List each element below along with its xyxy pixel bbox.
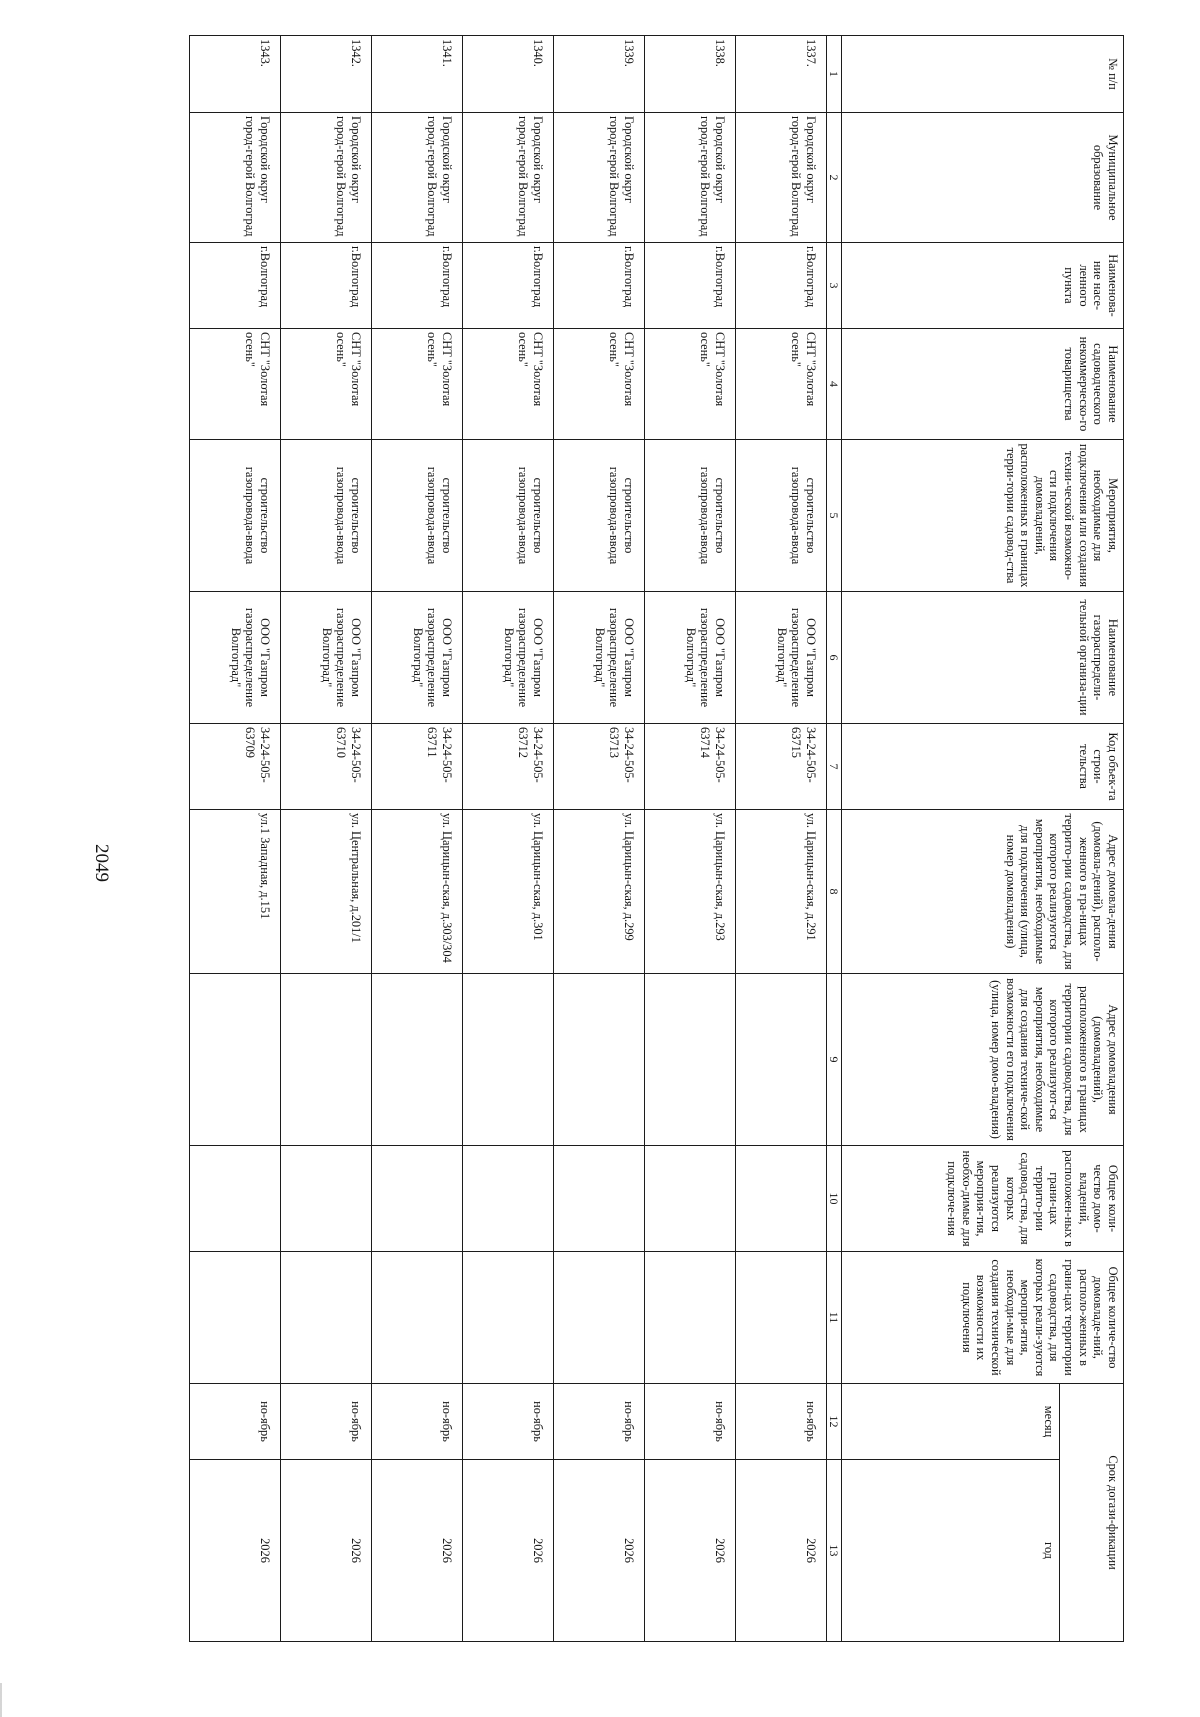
cell-year: 2026 bbox=[372, 1460, 463, 1642]
table-row bbox=[463, 36, 554, 1642]
table-body bbox=[190, 36, 827, 1642]
cell-count-tech bbox=[463, 1252, 554, 1384]
cell-address-tech bbox=[554, 974, 645, 1146]
header-municipality: Муниципальное образование bbox=[842, 113, 1124, 243]
cell-count-connection bbox=[645, 1146, 736, 1252]
cell-count-tech bbox=[736, 1252, 827, 1384]
cell-count-tech bbox=[281, 1252, 372, 1384]
header-count-tech: Общее количе-ство домовладе-ний, располо-женных в грани-цах территории садоводства, для которых реали-зуются меропри-ятия, необходи-мые для создания технической возможности их подключения bbox=[842, 1252, 1124, 1384]
column-number: 3 bbox=[827, 243, 842, 329]
cell-address: ул. Царицын-ская, д.299 bbox=[554, 810, 645, 974]
cell-address: ул. Царицын-ская, д.291 bbox=[736, 810, 827, 974]
header-number: № п/п bbox=[842, 36, 1124, 113]
cell-count-connection bbox=[736, 1146, 827, 1252]
cell-month: но-ябрь bbox=[372, 1384, 463, 1460]
cell-count-connection bbox=[463, 1146, 554, 1252]
column-number: 8 bbox=[827, 810, 842, 974]
cell-gas-org: ООО "Газпром газораспределение Волгоград" bbox=[190, 592, 281, 724]
cell-year: 2026 bbox=[554, 1460, 645, 1642]
header-snt: Наименование садоводческого некоммерческо-го товарищества bbox=[842, 329, 1124, 440]
cell-municipality: Городской округ город-герой Волгоград bbox=[372, 113, 463, 243]
cell-object-code: 34-24-505-63711 bbox=[372, 724, 463, 810]
column-number-row bbox=[827, 36, 842, 1642]
cell-address-tech bbox=[372, 974, 463, 1146]
header-month: месяц bbox=[842, 1384, 1060, 1460]
page-number-text: 2049 bbox=[91, 844, 112, 882]
cell-number: 1343. bbox=[190, 36, 281, 113]
cell-object-code: 34-24-505-63710 bbox=[281, 724, 372, 810]
column-number: 12 bbox=[827, 1384, 842, 1460]
cell-settlement: г.Волгоград bbox=[736, 243, 827, 329]
cell-measure: строительство газопровода-ввода bbox=[645, 440, 736, 592]
cell-address-tech bbox=[281, 974, 372, 1146]
column-number: 7 bbox=[827, 724, 842, 810]
cell-address-tech bbox=[736, 974, 827, 1146]
column-number: 13 bbox=[827, 1460, 842, 1642]
cell-month: но-ябрь bbox=[463, 1384, 554, 1460]
header-measures: Мероприятия, необходимые для подключения или создания техни-ческой возможно-сти подключения домовладений, расположенных в границах терри-тории садовод-ства bbox=[842, 440, 1124, 592]
column-number: 11 bbox=[827, 1252, 842, 1384]
cell-municipality: Городской округ город-герой Волгоград bbox=[463, 113, 554, 243]
cell-snt: СНТ "Золотая осень" bbox=[372, 329, 463, 440]
gasification-table-container bbox=[170, 35, 1124, 1641]
cell-count-tech bbox=[190, 1252, 281, 1384]
header-count-connection: Общее коли-чество домо-владений, расположен-ных в грани-цах террито-рии садовод-ства, для которых реализуются мероприя-тия, необхо-димые для подключе-ния bbox=[842, 1146, 1124, 1252]
table-row bbox=[372, 36, 463, 1642]
cell-month: но-ябрь bbox=[645, 1384, 736, 1460]
table-row bbox=[736, 36, 827, 1642]
cell-municipality: Городской округ город-герой Волгоград bbox=[190, 113, 281, 243]
table-row bbox=[645, 36, 736, 1642]
cell-measure: строительство газопровода-ввода bbox=[281, 440, 372, 592]
cell-object-code: 34-24-505-63715 bbox=[736, 724, 827, 810]
cell-year: 2026 bbox=[190, 1460, 281, 1642]
cell-measure: строительство газопровода-ввода bbox=[190, 440, 281, 592]
column-number: 1 bbox=[827, 36, 842, 113]
cell-month: но-ябрь bbox=[736, 1384, 827, 1460]
cell-number: 1340. bbox=[463, 36, 554, 113]
cell-number: 1339. bbox=[554, 36, 645, 113]
cell-settlement: г.Волгоград bbox=[463, 243, 554, 329]
cell-snt: СНТ "Золотая осень" bbox=[736, 329, 827, 440]
table-row bbox=[190, 36, 281, 1642]
cell-snt: СНТ "Золотая осень" bbox=[554, 329, 645, 440]
cell-municipality: Городской округ город-герой Волгоград bbox=[736, 113, 827, 243]
cell-year: 2026 bbox=[645, 1460, 736, 1642]
cell-month: но-ябрь bbox=[190, 1384, 281, 1460]
header-deadline: Срок догази-фикации bbox=[1060, 1384, 1124, 1642]
cell-address-tech bbox=[463, 974, 554, 1146]
cell-object-code: 34-24-505-63709 bbox=[190, 724, 281, 810]
cell-measure: строительство газопровода-ввода bbox=[463, 440, 554, 592]
column-number: 9 bbox=[827, 974, 842, 1146]
cell-count-tech bbox=[372, 1252, 463, 1384]
cell-year: 2026 bbox=[463, 1460, 554, 1642]
cell-gas-org: ООО "Газпром газораспределение Волгоград" bbox=[372, 592, 463, 724]
cell-year: 2026 bbox=[736, 1460, 827, 1642]
header-gas-org: Наименование газораспредели-тельной организа-ции bbox=[842, 592, 1124, 724]
cell-month: но-ябрь bbox=[554, 1384, 645, 1460]
cell-settlement: г.Волгоград bbox=[190, 243, 281, 329]
cell-gas-org: ООО "Газпром газораспределение Волгоград" bbox=[281, 592, 372, 724]
gasification-table bbox=[189, 35, 1124, 1642]
cell-count-connection bbox=[281, 1146, 372, 1252]
cell-address: ул.1 Западная, д.151 bbox=[190, 810, 281, 974]
cell-municipality: Городской округ город-герой Волгоград bbox=[554, 113, 645, 243]
cell-count-tech bbox=[554, 1252, 645, 1384]
cell-number: 1337. bbox=[736, 36, 827, 113]
table-row bbox=[554, 36, 645, 1642]
page-number bbox=[82, 844, 114, 882]
cell-number: 1342. bbox=[281, 36, 372, 113]
cell-address-tech bbox=[190, 974, 281, 1146]
cell-gas-org: ООО "Газпром газораспределение Волгоград" bbox=[645, 592, 736, 724]
cell-gas-org: ООО "Газпром газораспределение Волгоград" bbox=[554, 592, 645, 724]
cell-measure: строительство газопровода-ввода bbox=[554, 440, 645, 592]
cell-gas-org: ООО "Газпром газораспределение Волгоград" bbox=[463, 592, 554, 724]
header-year: год bbox=[842, 1460, 1060, 1642]
header-settlement: Наименова-ние насе-ленного пункта bbox=[842, 243, 1124, 329]
table-row bbox=[281, 36, 372, 1642]
cell-object-code: 34-24-505-63714 bbox=[645, 724, 736, 810]
cell-address-tech bbox=[645, 974, 736, 1146]
cell-address: ул. Царицын-ская, д.293 bbox=[645, 810, 736, 974]
cell-settlement: г.Волгоград bbox=[281, 243, 372, 329]
cell-snt: СНТ "Золотая осень" bbox=[645, 329, 736, 440]
column-number: 5 bbox=[827, 440, 842, 592]
header-object-code: Код объек-та строи-тельства bbox=[842, 724, 1124, 810]
column-number: 4 bbox=[827, 329, 842, 440]
cell-address: ул. Царицын-ская, д.301 bbox=[463, 810, 554, 974]
cell-month: но-ябрь bbox=[281, 1384, 372, 1460]
table-header bbox=[827, 36, 1124, 1642]
cell-number: 1338. bbox=[645, 36, 736, 113]
cell-year: 2026 bbox=[281, 1460, 372, 1642]
cell-municipality: Городской округ город-герой Волгоград bbox=[645, 113, 736, 243]
cell-snt: СНТ "Золотая осень" bbox=[190, 329, 281, 440]
column-number: 6 bbox=[827, 592, 842, 724]
cell-settlement: г.Волгоград bbox=[372, 243, 463, 329]
column-number: 10 bbox=[827, 1146, 842, 1252]
cell-count-connection bbox=[372, 1146, 463, 1252]
scan-edge-mark bbox=[0, 1683, 22, 1717]
cell-snt: СНТ "Золотая осень" bbox=[463, 329, 554, 440]
column-number: 2 bbox=[827, 113, 842, 243]
cell-object-code: 34-24-505-63713 bbox=[554, 724, 645, 810]
cell-number: 1341. bbox=[372, 36, 463, 113]
header-address-tech: Адрес домовладения (домовладений), расположенного в границах территории садоводства, для которого реализуют-ся мероприятия, необходимые для создания техниче-ской возможности его подключения (улица, номер домо-владения) bbox=[842, 974, 1124, 1146]
cell-measure: строительство газопровода-ввода bbox=[736, 440, 827, 592]
cell-measure: строительство газопровода-ввода bbox=[372, 440, 463, 592]
header-address-connection: Адрес домовла-дения (домовла-дений), располо-женного в гра-ницах террито-рии садоводства, для которого реализуются мероприятия, необходимые для подключения (улица, номер домовладения) bbox=[842, 810, 1124, 974]
cell-settlement: г.Волгоград bbox=[645, 243, 736, 329]
cell-gas-org: ООО "Газпром газораспределение Волгоград" bbox=[736, 592, 827, 724]
cell-object-code: 34-24-505-63712 bbox=[463, 724, 554, 810]
cell-count-tech bbox=[645, 1252, 736, 1384]
cell-count-connection bbox=[190, 1146, 281, 1252]
cell-address: ул. Царицын-ская, д.303/304 bbox=[372, 810, 463, 974]
cell-settlement: г.Волгоград bbox=[554, 243, 645, 329]
cell-address: ул. Центральная, д.201/1 bbox=[281, 810, 372, 974]
cell-snt: СНТ "Золотая осень" bbox=[281, 329, 372, 440]
cell-count-connection bbox=[554, 1146, 645, 1252]
cell-municipality: Городской округ город-герой Волгоград bbox=[281, 113, 372, 243]
